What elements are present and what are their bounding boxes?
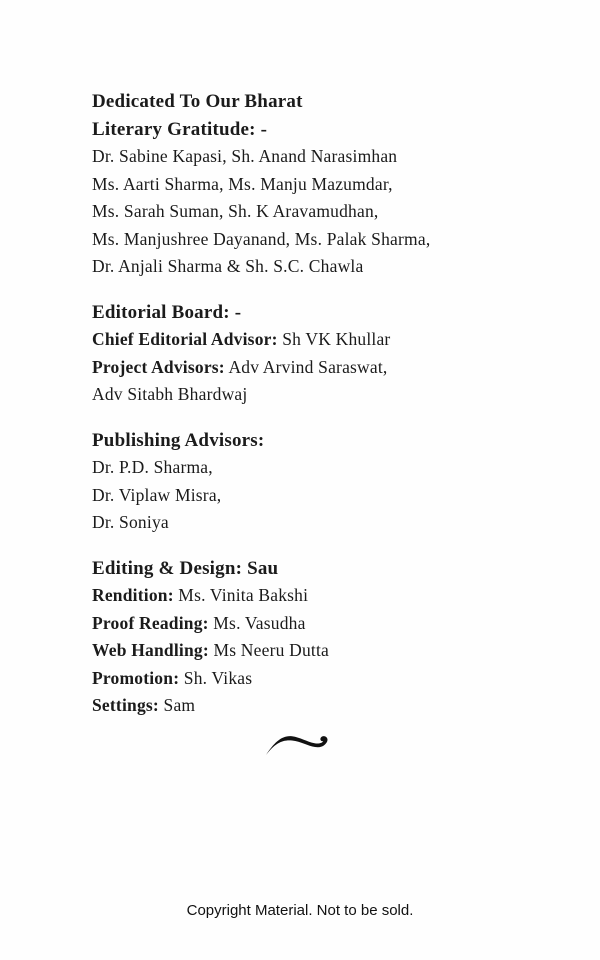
credit-entry bbox=[92, 326, 540, 354]
swash-flourish-icon bbox=[92, 729, 540, 764]
advisor-name-line: Dr. Viplaw Misra, bbox=[92, 484, 222, 505]
credit-person-name: Adv Arvind Saraswat, bbox=[224, 356, 388, 377]
credit-entry bbox=[92, 610, 540, 638]
credit-role-label: Web Handling: bbox=[92, 640, 209, 660]
credit-entry bbox=[92, 637, 540, 665]
credit-entry bbox=[92, 665, 540, 693]
gratitude-name-line: Ms. Aarti Sharma, Ms. Manju Mazumdar, bbox=[92, 173, 393, 194]
credit-entry bbox=[92, 582, 540, 610]
publishing-advisors-section bbox=[92, 427, 540, 537]
editorial-board-heading: Editorial Board: - bbox=[92, 301, 242, 323]
dedication-heading: Dedicated To Our Bharat bbox=[92, 91, 303, 112]
credit-person-name: Ms. Vinita Bakshi bbox=[173, 585, 309, 605]
credit-role-label: Promotion: bbox=[92, 667, 180, 688]
gratitude-name-line: Ms. Manjushree Dayanand, Ms. Palak Sharma, bbox=[92, 228, 431, 249]
credit-person-name: Sam bbox=[158, 695, 196, 715]
credit-role-label: Project Advisors: bbox=[92, 356, 225, 377]
advisor-name-line: Dr. Soniya bbox=[92, 512, 169, 532]
editing-design-heading: Editing & Design: Sau bbox=[92, 557, 279, 579]
credit-role-label: Proof Reading: bbox=[92, 612, 209, 633]
literary-gratitude-label: Literary Gratitude: - bbox=[92, 118, 268, 140]
copyright-notice: Copyright Material. Not to be sold. bbox=[186, 902, 414, 919]
credit-entry bbox=[92, 354, 540, 382]
credit-role-label: Chief Editorial Advisor: bbox=[92, 329, 278, 349]
credit-role-label: Settings: bbox=[92, 695, 159, 715]
credit-entry bbox=[92, 381, 540, 409]
credit-person-name: Adv Sitabh Bhardwaj bbox=[92, 384, 248, 404]
advisor-name-line: Dr. P.D. Sharma, bbox=[92, 457, 213, 477]
gratitude-name-line: Ms. Sarah Suman, Sh. K Aravamudhan, bbox=[92, 201, 379, 221]
editorial-board-section bbox=[92, 299, 540, 409]
credit-role-label: Rendition: bbox=[92, 585, 174, 605]
dedication-section bbox=[92, 88, 540, 281]
credit-entry bbox=[92, 692, 540, 720]
credit-person-name: Sh. Vikas bbox=[179, 667, 253, 688]
gratitude-name-line: Dr. Sabine Kapasi, Sh. Anand Narasimhan bbox=[92, 146, 398, 166]
gratitude-name-line: Dr. Anjali Sharma & Sh. S.C. Chawla bbox=[92, 256, 364, 276]
credit-person-name: Sh VK Khullar bbox=[277, 329, 391, 349]
credit-person-name: Ms Neeru Dutta bbox=[208, 640, 330, 660]
publishing-advisors-heading: Publishing Advisors: bbox=[92, 429, 265, 451]
credit-person-name: Ms. Vasudha bbox=[208, 612, 306, 633]
editing-design-section bbox=[92, 555, 540, 720]
